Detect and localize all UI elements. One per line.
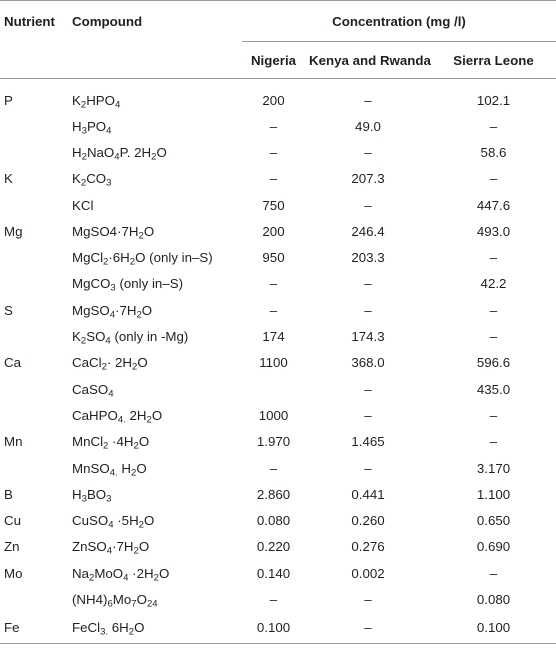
- table-body: [0, 79, 556, 644]
- kenya-rwanda-value: 246.4: [351, 223, 385, 239]
- nigeria-value: –: [269, 144, 278, 160]
- header-sierra-leone: Sierra Leone: [431, 42, 556, 79]
- subscript: 2: [103, 440, 109, 452]
- subscript: 3: [106, 177, 112, 189]
- compound-cell: KCl: [72, 197, 94, 213]
- subscript: 2: [101, 361, 107, 373]
- nigeria-value: 2.860: [256, 486, 291, 502]
- nutrient-cell: Mg: [4, 223, 23, 239]
- sierra-leone-value: –: [489, 434, 498, 450]
- sierra-leone-value: 0.100: [431, 613, 556, 644]
- sierra-leone-value: 447.6: [476, 197, 511, 213]
- sierra-leone-value: 493.0: [476, 223, 511, 239]
- compound-cell: $H_3PO_4$: [72, 118, 112, 137]
- table-row: [0, 560, 556, 586]
- nigeria-value: 0.220: [256, 539, 291, 555]
- sierra-leone-value: –: [489, 407, 498, 423]
- table-row: [0, 402, 556, 428]
- subscript: 2: [89, 572, 95, 584]
- subscript: 3: [81, 493, 87, 505]
- subscript: 3: [110, 283, 116, 295]
- compound-cell: $MgSO_4\cdot 7H_2O$: [72, 302, 153, 321]
- subscript: 2: [138, 519, 144, 531]
- subscript: 4.: [117, 414, 126, 426]
- nutrient-cell: [0, 376, 68, 402]
- nigeria-value: [242, 376, 305, 402]
- compound-cell: CaHPO$_{4.}$ $2H_2O$: [72, 407, 163, 426]
- subscript: 2: [146, 414, 152, 426]
- table-row: [0, 481, 556, 507]
- nutrient-cell: Cu: [4, 513, 21, 529]
- table-row: [0, 455, 556, 481]
- sierra-leone-value: 435.0: [476, 381, 511, 397]
- nutrient-cell: [0, 271, 68, 297]
- table-row: [0, 429, 556, 455]
- kenya-rwanda-value: 203.3: [351, 250, 385, 266]
- nutrient-cell: Mo: [4, 565, 23, 581]
- subscript: 2: [81, 151, 87, 163]
- nigeria-value: 0.140: [256, 565, 291, 581]
- subscript: 2: [132, 361, 138, 373]
- kenya-rwanda-value: –: [364, 591, 372, 607]
- compound-cell: $(NH4)_6Mo_7O_{24}$: [72, 591, 158, 610]
- nutrient-cell: [0, 402, 68, 428]
- table-row: [0, 613, 556, 644]
- compound-cell: $Na_2MoO_4 \cdot 2H_2O$: [72, 565, 170, 584]
- nigeria-value: 1.970: [256, 434, 291, 450]
- sierra-leone-value: 1.100: [476, 486, 511, 502]
- sierra-leone-value: –: [489, 171, 498, 187]
- kenya-rwanda-value: 0.276: [351, 539, 385, 555]
- nigeria-value: –: [269, 276, 278, 292]
- nutrient-cell: [0, 586, 68, 612]
- table-row: [0, 507, 556, 533]
- subscript: 3.: [100, 626, 109, 638]
- nutrient-cell: P: [4, 92, 13, 108]
- nutrient-cell: Zn: [4, 539, 20, 555]
- nutrient-cell: [0, 323, 68, 349]
- sierra-leone-value: 596.6: [476, 355, 511, 371]
- kenya-rwanda-value: –: [364, 276, 372, 292]
- sierra-leone-value: –: [489, 329, 498, 345]
- sierra-leone-value: 0.080: [476, 591, 511, 607]
- kenya-rwanda-value: –: [364, 381, 372, 397]
- nutrient-cell: [0, 455, 68, 481]
- header-kenya-rwanda: Kenya and Rwanda: [305, 42, 431, 79]
- subscript: 2: [133, 440, 139, 452]
- nigeria-value: –: [269, 302, 278, 318]
- nigeria-value: –: [269, 460, 278, 476]
- header-spacer: [68, 42, 242, 79]
- sierra-leone-value: 102.1: [476, 92, 511, 108]
- compound-cell: CaSO$_4$: [72, 381, 114, 400]
- nigeria-value: –: [269, 118, 278, 134]
- kenya-rwanda-value: –: [364, 407, 372, 423]
- nigeria-value: –: [269, 171, 278, 187]
- sierra-leone-value: 3.170: [476, 460, 511, 476]
- sierra-leone-value: 0.650: [476, 513, 511, 529]
- kenya-rwanda-value: 0.260: [351, 513, 385, 529]
- subscript: 4.: [109, 467, 118, 479]
- header-concentration: Concentration (mg /l): [242, 1, 556, 42]
- kenya-rwanda-value: 0.441: [351, 486, 385, 502]
- header-nutrient: Nutrient: [0, 1, 68, 42]
- nutrient-cell: K: [4, 171, 13, 187]
- subscript: 2: [153, 572, 159, 584]
- table-row: [0, 350, 556, 376]
- compound-cell: $MgCl_2\cdot 6H_2O$ (only in–S): [72, 250, 213, 268]
- subscript: 4: [108, 519, 114, 531]
- subscript: 4: [123, 572, 129, 584]
- table-row: [0, 139, 556, 165]
- compound-cell: $ZnSO_4\cdot 7H_2O$: [72, 539, 150, 558]
- kenya-rwanda-value: 0.002: [351, 565, 385, 581]
- nutrient-cell: Ca: [4, 355, 21, 371]
- table-row: [0, 192, 556, 218]
- nutrient-cell: [0, 139, 68, 165]
- nutrient-cell: S: [4, 302, 13, 318]
- compound-cell: $MgSO4\cdot 7H_2O$: [72, 223, 155, 242]
- table-row: [0, 376, 556, 402]
- nutrient-cell: [0, 192, 68, 218]
- compound-cell: $H_2NaO_4P$. $2H_2O$: [72, 144, 167, 163]
- subscript: 2: [138, 230, 144, 242]
- nigeria-value: 1000: [258, 407, 289, 423]
- subscript: 2: [136, 309, 142, 321]
- nigeria-value: –: [269, 591, 278, 607]
- kenya-rwanda-value: 1.465: [351, 434, 385, 450]
- table-row: [0, 297, 556, 323]
- subscript: 2: [80, 99, 87, 111]
- nutrient-cell: Mn: [4, 434, 23, 450]
- subscript: 2: [133, 546, 139, 558]
- table-row: [0, 166, 556, 192]
- table-row: [0, 218, 556, 244]
- subscript: 4: [115, 99, 121, 111]
- subscript: 4: [114, 151, 120, 163]
- nutrient-cell: Fe: [0, 613, 68, 644]
- subscript: 4: [109, 309, 116, 321]
- table-row: [0, 79, 556, 114]
- compound-cell: $K_2CO_3$: [72, 171, 112, 189]
- kenya-rwanda-value: –: [364, 460, 372, 476]
- kenya-rwanda-value: 207.3: [351, 171, 385, 187]
- sierra-leone-value: –: [489, 250, 498, 266]
- nutrient-cell: B: [4, 486, 13, 502]
- compound-cell: CaCl$_2$· $2H_2O$: [72, 355, 148, 373]
- nigeria-value: 0.100: [242, 613, 305, 644]
- kenya-rwanda-value: 368.0: [351, 355, 385, 371]
- subscript: 2: [80, 177, 87, 189]
- subscript: 4: [105, 335, 111, 347]
- subscript: 2: [151, 151, 157, 163]
- subscript: 3: [81, 125, 87, 137]
- kenya-rwanda-value: –: [364, 197, 372, 213]
- table-row: [0, 271, 556, 297]
- subscript: 4: [106, 125, 112, 137]
- sierra-leone-value: 0.690: [476, 539, 511, 555]
- table-row: [0, 323, 556, 349]
- subscript: 24: [146, 598, 158, 610]
- nigeria-value: 1100: [259, 355, 288, 371]
- sierra-leone-value: –: [489, 565, 498, 581]
- subscript: 4: [108, 388, 114, 400]
- kenya-rwanda-value: 174.3: [351, 329, 385, 345]
- subscript: 2: [128, 626, 135, 638]
- header-nigeria: Nigeria: [242, 42, 305, 79]
- nigeria-value: 200: [262, 92, 285, 108]
- nutrient-cell: [0, 113, 68, 139]
- compound-cell: $K_2SO_4$ (only in -Mg): [72, 329, 189, 347]
- nigeria-value: 0.080: [256, 513, 291, 529]
- compound-cell: $K_2HPO_4$: [72, 92, 121, 111]
- nigeria-value: 750: [262, 197, 285, 213]
- sierra-leone-value: –: [489, 118, 498, 134]
- sierra-leone-value: 42.2: [480, 276, 507, 292]
- subscript: 2: [103, 256, 109, 268]
- table-row: [0, 244, 556, 270]
- table-row: [0, 586, 556, 612]
- compound-cell: MnSO$_{4.}$ $H_2O$: [72, 460, 147, 479]
- subscript: 7: [131, 598, 137, 610]
- kenya-rwanda-value: –: [364, 302, 372, 318]
- subscript: 3: [106, 493, 112, 505]
- sierra-leone-value: 58.6: [480, 144, 507, 160]
- kenya-rwanda-value: –: [364, 92, 372, 108]
- subscript: 6: [107, 598, 113, 610]
- nutrient-cell: [0, 244, 68, 270]
- table-row: [0, 534, 556, 560]
- nigeria-value: 950: [262, 250, 285, 266]
- kenya-rwanda-value: –: [305, 613, 431, 644]
- sierra-leone-value: –: [489, 302, 498, 318]
- nigeria-value: 200: [262, 223, 285, 239]
- compound-cell: MgCO$_3$ (only in–S): [72, 276, 184, 295]
- compound-cell: $H_3BO_3$: [72, 486, 112, 505]
- subscript: 2: [130, 467, 137, 479]
- compound-cell: FeCl$_{3.}$ $6H_2O$: [68, 613, 242, 644]
- kenya-rwanda-value: 49.0: [355, 118, 381, 134]
- header-spacer: [0, 42, 68, 79]
- subscript: 2: [80, 335, 87, 347]
- compound-cell: CuSO$_4$ $\cdot 5H_2O$: [72, 513, 155, 531]
- table-row: [0, 113, 556, 139]
- compound-cell: MnCl$_2$ $\cdot 4H_2O$: [72, 434, 150, 452]
- header-compound: Compound: [68, 1, 242, 42]
- subscript: 2: [129, 256, 136, 268]
- nigeria-value: 174: [262, 329, 285, 345]
- kenya-rwanda-value: –: [364, 144, 372, 160]
- subscript: 4: [106, 546, 113, 558]
